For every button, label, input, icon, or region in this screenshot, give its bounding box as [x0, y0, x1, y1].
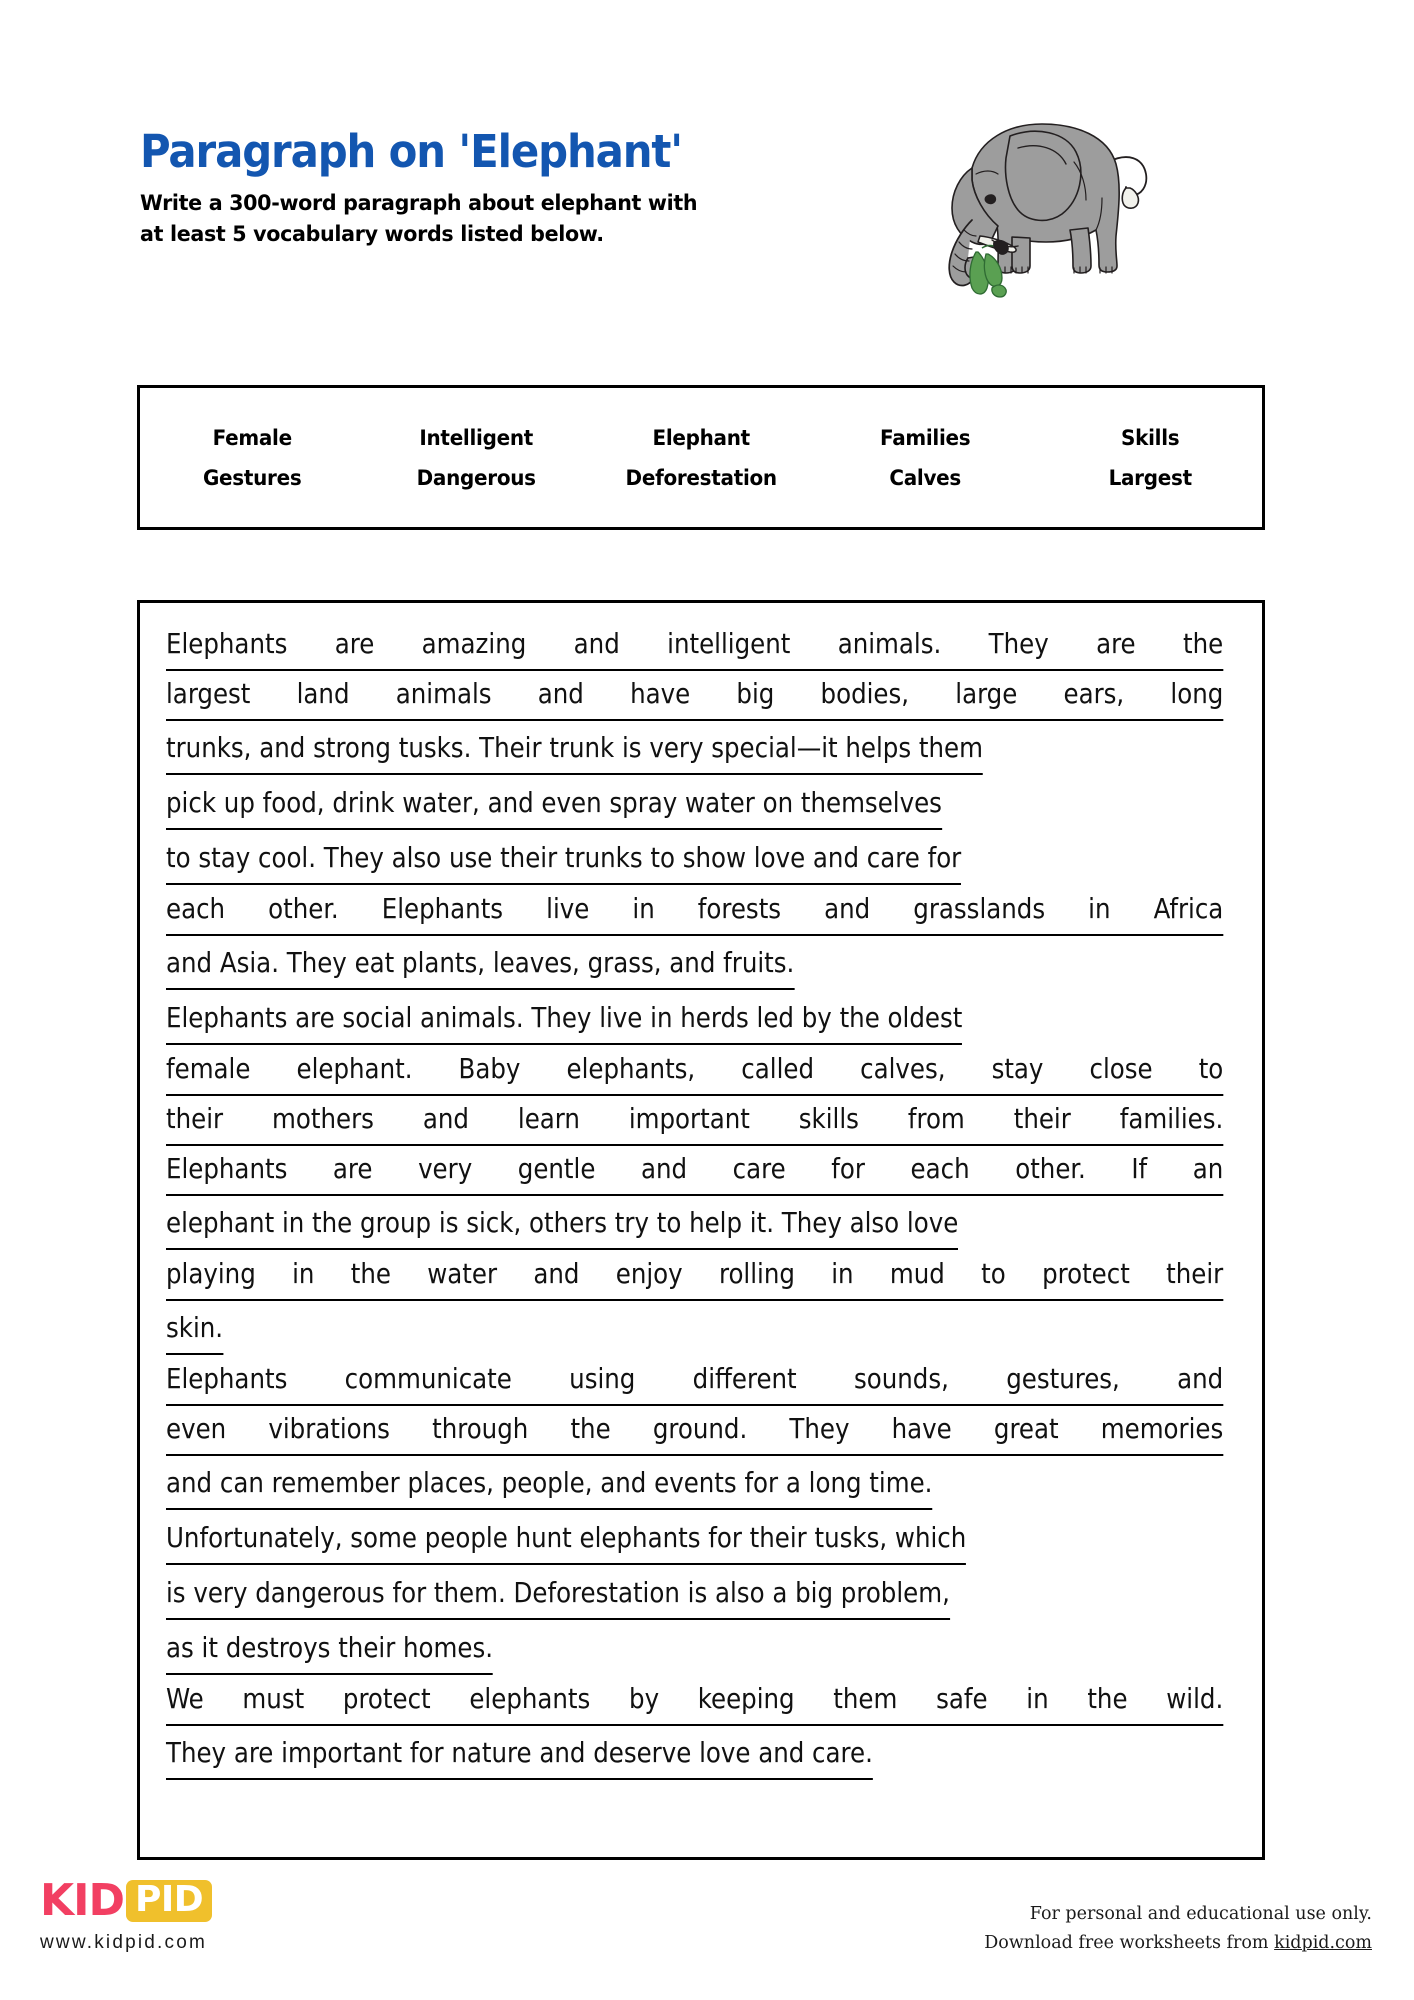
paragraph-line-text: Elephants communicate using different sounds, gestures, and: [166, 1356, 1223, 1406]
logo-pid-text: PID: [135, 1879, 204, 1920]
paragraph-line-text: to stay cool. They also use their trunks to show love and care for: [166, 835, 961, 885]
paragraph-line-text: largest land animals and have big bodies, large ears, long: [166, 671, 1223, 721]
worksheet-header: [140, 125, 840, 251]
paragraph-text: [166, 621, 1236, 1781]
paragraph-line: [166, 991, 1225, 1046]
paragraph-answer-box[interactable]: [137, 600, 1265, 1860]
paragraph-line-text: Elephants are amazing and intelligent animals. They are the: [166, 621, 1223, 671]
vocabulary-word: Families: [880, 425, 971, 450]
paragraph-line-text: and can remember places, people, and events for a long time.: [166, 1460, 932, 1510]
vocabulary-row-2: [140, 458, 1262, 498]
kidpid-link[interactable]: kidpid.com: [1274, 1932, 1372, 1953]
paragraph-line: [166, 671, 1225, 721]
vocabulary-word: Dangerous: [417, 465, 537, 490]
paragraph-line: [166, 1096, 1225, 1146]
vocabulary-word: Intelligent: [419, 425, 534, 450]
paragraph-line: [166, 1146, 1225, 1196]
kidpid-logo: [40, 1875, 380, 1954]
paragraph-line-text: Unfortunately, some people hunt elephants for their tusks, which: [166, 1515, 966, 1565]
logo-mark: [40, 1875, 380, 1926]
paragraph-line: [166, 721, 1225, 776]
vocabulary-word: Skills: [1120, 425, 1179, 450]
paragraph-line: [166, 1196, 1225, 1251]
vocabulary-word: Deforestation: [625, 465, 777, 490]
paragraph-line: [166, 1356, 1225, 1406]
paragraph-line-text: pick up food, drink water, and even spray water on themselves: [166, 780, 942, 830]
paragraph-line-text: even vibrations through the ground. They have great memories: [166, 1406, 1223, 1456]
paragraph-line-text: They are important for nature and deserve love and care.: [166, 1730, 873, 1780]
paragraph-line-text: their mothers and learn important skills from their families.: [166, 1096, 1223, 1146]
footer-usage-text: For personal and educational use only.: [1029, 1904, 1372, 1924]
paragraph-line: [166, 1301, 1225, 1356]
logo-url-text: www.kidpid.com: [40, 1932, 208, 1953]
paragraph-line-text: each other. Elephants live in forests and grasslands in Africa: [166, 886, 1223, 936]
paragraph-line-text: Elephants are social animals. They live in herds led by the oldest: [166, 995, 962, 1045]
paragraph-line: [166, 776, 1225, 831]
paragraph-line: [166, 1676, 1225, 1726]
paragraph-line: [166, 886, 1225, 936]
instruction-line-1: Write a 300-word paragraph about elephant with: [140, 191, 698, 217]
footer-download-prefix: Download free worksheets from: [984, 1932, 1275, 1953]
paragraph-line: [166, 936, 1225, 991]
paragraph-line-text: female elephant. Baby elephants, called calves, stay close to: [166, 1046, 1223, 1096]
instruction-line-2: at least 5 vocabulary words listed below.: [140, 221, 604, 247]
paragraph-line-text: is very dangerous for them. Deforestation is also a big problem,: [166, 1570, 950, 1620]
paragraph-line: [166, 1566, 1225, 1621]
paragraph-line: [166, 1406, 1225, 1456]
paragraph-line-text: skin.: [166, 1305, 223, 1355]
vocabulary-word: Female: [212, 425, 292, 450]
paragraph-line-text: and Asia. They eat plants, leaves, grass, and fruits.: [166, 940, 794, 990]
footer-note: [984, 1900, 1372, 1958]
page-title: Paragraph on 'Elephant': [140, 125, 683, 178]
paragraph-line: [166, 1456, 1225, 1511]
vocabulary-word: Largest: [1108, 465, 1192, 490]
paragraph-line-text: trunks, and strong tusks. Their trunk is very special—it helps them: [166, 725, 983, 775]
vocabulary-word: Calves: [889, 465, 962, 490]
paragraph-line: [166, 1511, 1225, 1566]
logo-kid-text: KID: [40, 1875, 124, 1926]
logo-pid-badge: [126, 1880, 212, 1922]
vocabulary-word: Elephant: [652, 425, 750, 450]
paragraph-line: [166, 1621, 1225, 1676]
paragraph-line-text: elephant in the group is sick, others try to help it. They also love: [166, 1200, 958, 1250]
vocabulary-word: Gestures: [202, 465, 302, 490]
paragraph-line: [166, 1251, 1225, 1301]
paragraph-line: [166, 1726, 1225, 1781]
worksheet-instructions: [140, 189, 812, 250]
vocabulary-word-bank: [137, 385, 1265, 530]
paragraph-line-text: We must protect elephants by keeping them safe in the wild.: [166, 1676, 1223, 1726]
footer-download-text: [984, 1929, 1372, 1958]
paragraph-line-text: Elephants are very gentle and care for each other. If an: [166, 1146, 1223, 1196]
elephant-illustration: [860, 100, 1180, 300]
paragraph-line-text: as it destroys their homes.: [166, 1625, 493, 1675]
paragraph-line: [166, 831, 1225, 886]
paragraph-line: [166, 621, 1225, 671]
paragraph-line-text: playing in the water and enjoy rolling in mud to protect their: [166, 1251, 1223, 1301]
vocabulary-row-1: [140, 418, 1262, 458]
paragraph-line: [166, 1046, 1225, 1096]
